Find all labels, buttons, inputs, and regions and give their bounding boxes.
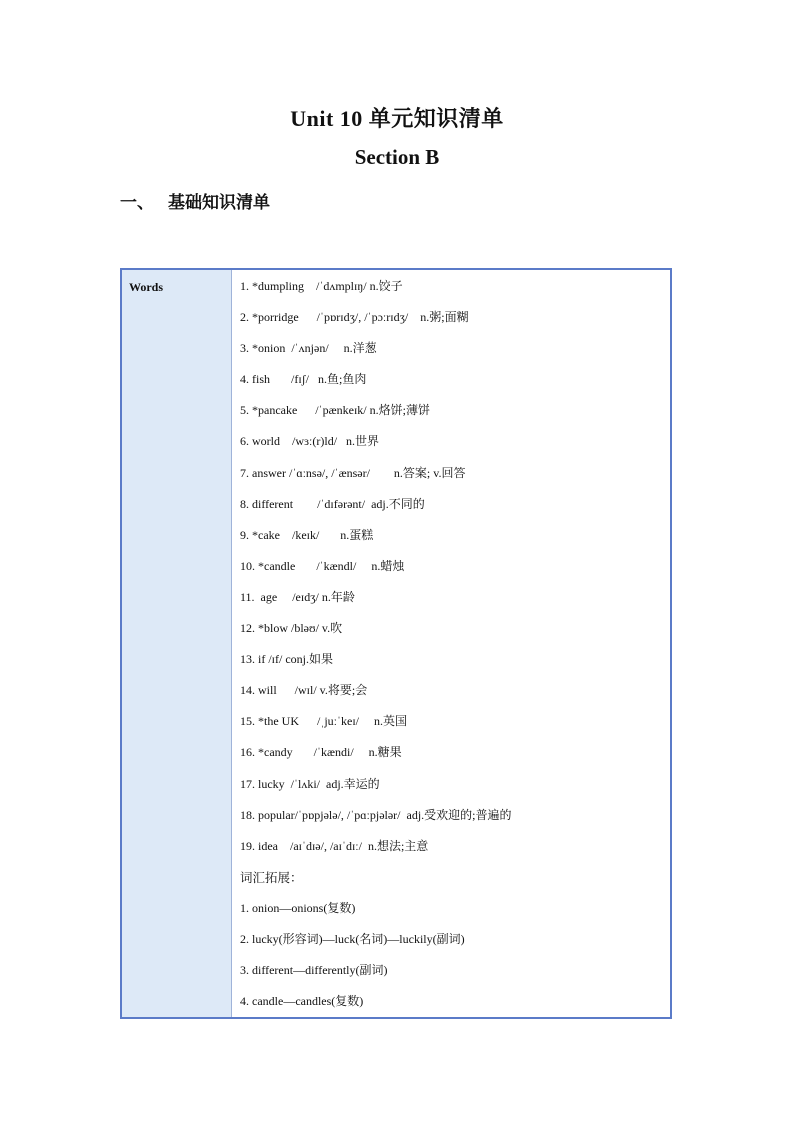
page-title: Unit 10 单元知识清单 (290, 106, 504, 131)
table-content-cell (232, 270, 670, 1017)
word-entry: 5. *pancake /ˈpænkeɪk/ n.烙饼;薄饼 (240, 403, 430, 418)
extension-entry: 4. candle—candles(复数) (240, 994, 364, 1009)
extension-entry: 1. onion—onions(复数) (240, 900, 356, 915)
extension-heading: 词汇拓展： (240, 869, 303, 885)
word-entry: 9. *cake /keɪk/ n.蛋糕 (240, 527, 374, 542)
word-entry: 4. fish /fɪʃ/ n.鱼;鱼肉 (240, 372, 367, 387)
extension-entry: 3. different—differently(副词) (240, 963, 388, 978)
word-entry: 3. *onion /ˈʌnjən/ n.洋葱 (240, 341, 377, 356)
word-entry: 15. *the UK /ˌjuːˈkeɪ/ n.英国 (240, 714, 407, 729)
extension-entry: 2. lucky(形容词)—luck(名词)—luckily(副词) (240, 931, 465, 946)
word-entry: 12. *blow /bləʊ/ v.吹 (240, 621, 343, 636)
word-entry: 17. lucky /ˈlʌki/ adj.幸运的 (240, 776, 380, 791)
vocabulary-table (120, 268, 672, 1019)
word-entry: 7. answer /ˈɑːnsə/, /ˈænsər/ n.答案; v.回答 (240, 465, 466, 480)
table-label-cell (122, 270, 232, 1017)
word-entry: 13. if /ɪf/ conj.如果 (240, 652, 333, 667)
section-heading (120, 188, 270, 213)
word-entry: 14. will /wɪl/ v.将要;会 (240, 683, 368, 698)
word-entry: 8. different /ˈdɪfərənt/ adj.不同的 (240, 496, 425, 511)
word-entry: 16. *candy /ˈkændi/ n.糖果 (240, 745, 402, 760)
page-subtitle: Section B (354, 145, 440, 169)
word-entry: 6. world /wɜː(r)ld/ n.世界 (240, 434, 380, 449)
word-entry: 11. age /eɪdʒ/ n.年龄 (240, 589, 355, 604)
table-label: Words (129, 280, 164, 294)
word-entry: 19. idea /aɪˈdɪə/, /aɪˈdɪː/ n.想法;主意 (240, 838, 429, 853)
word-entry: 2. *porridge /ˈpɒrɪdʒ/, /ˈpɔːrɪdʒ/ n.粥;面糊 (240, 310, 469, 325)
word-entry: 10. *candle /ˈkændl/ n.蜡烛 (240, 558, 405, 573)
section-title: 基础知识清单 (168, 193, 270, 213)
word-entry: 18. popular/ˈpɒpjələ/, /ˈpɑːpjələr/ adj.受欢迎的;普遍的 (240, 807, 512, 822)
word-entry: 1. *dumpling /ˈdʌmplɪŋ/ n.饺子 (240, 279, 403, 293)
section-number: 一、 (120, 193, 154, 213)
